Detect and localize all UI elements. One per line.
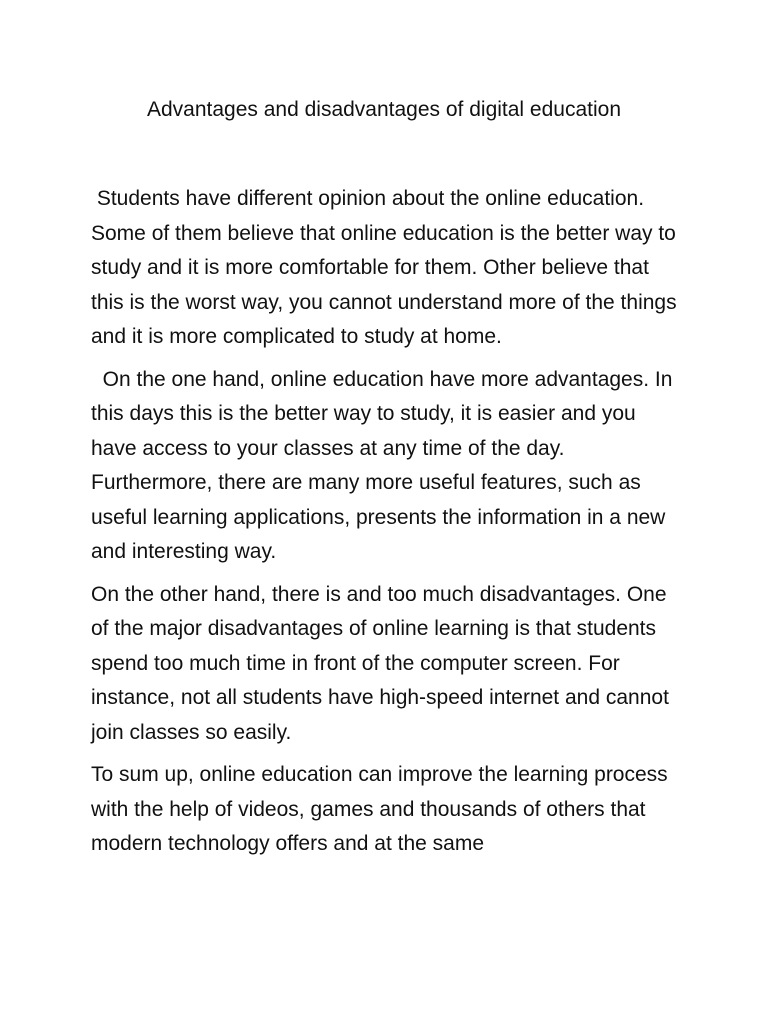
paragraph-advantages: On the one hand, online education have more advantages. In this days this is the better way to study, it is easier and you have access to your classes at any time of the day. Furthermore, there are many more useful features, such as useful learning applications, presents the information in a new and interesting way.: [91, 367, 679, 563]
paragraph-conclusion: To sum up, online education can improve the learning process with the help of videos, games and thousands of others that modern technology offers and at the same: [91, 763, 674, 855]
document-body: [91, 182, 686, 870]
paragraph-disadvantages: On the other hand, there is and too much disadvantages. One of the major disadvantages of online learning is that students spend too much time in front of the computer screen. For instance, not all students have high-speed internet and cannot join classes so easily.: [91, 582, 675, 744]
paragraph-intro: Students have different opinion about the online education. Some of them believe that online education is the better way to study and it is more comfortable for them. Other believe that this is the worst way, you cannot understand more of the things and it is more complicated to study at home.: [91, 187, 683, 348]
document-title: Advantages and disadvantages of digital education: [146, 98, 622, 121]
